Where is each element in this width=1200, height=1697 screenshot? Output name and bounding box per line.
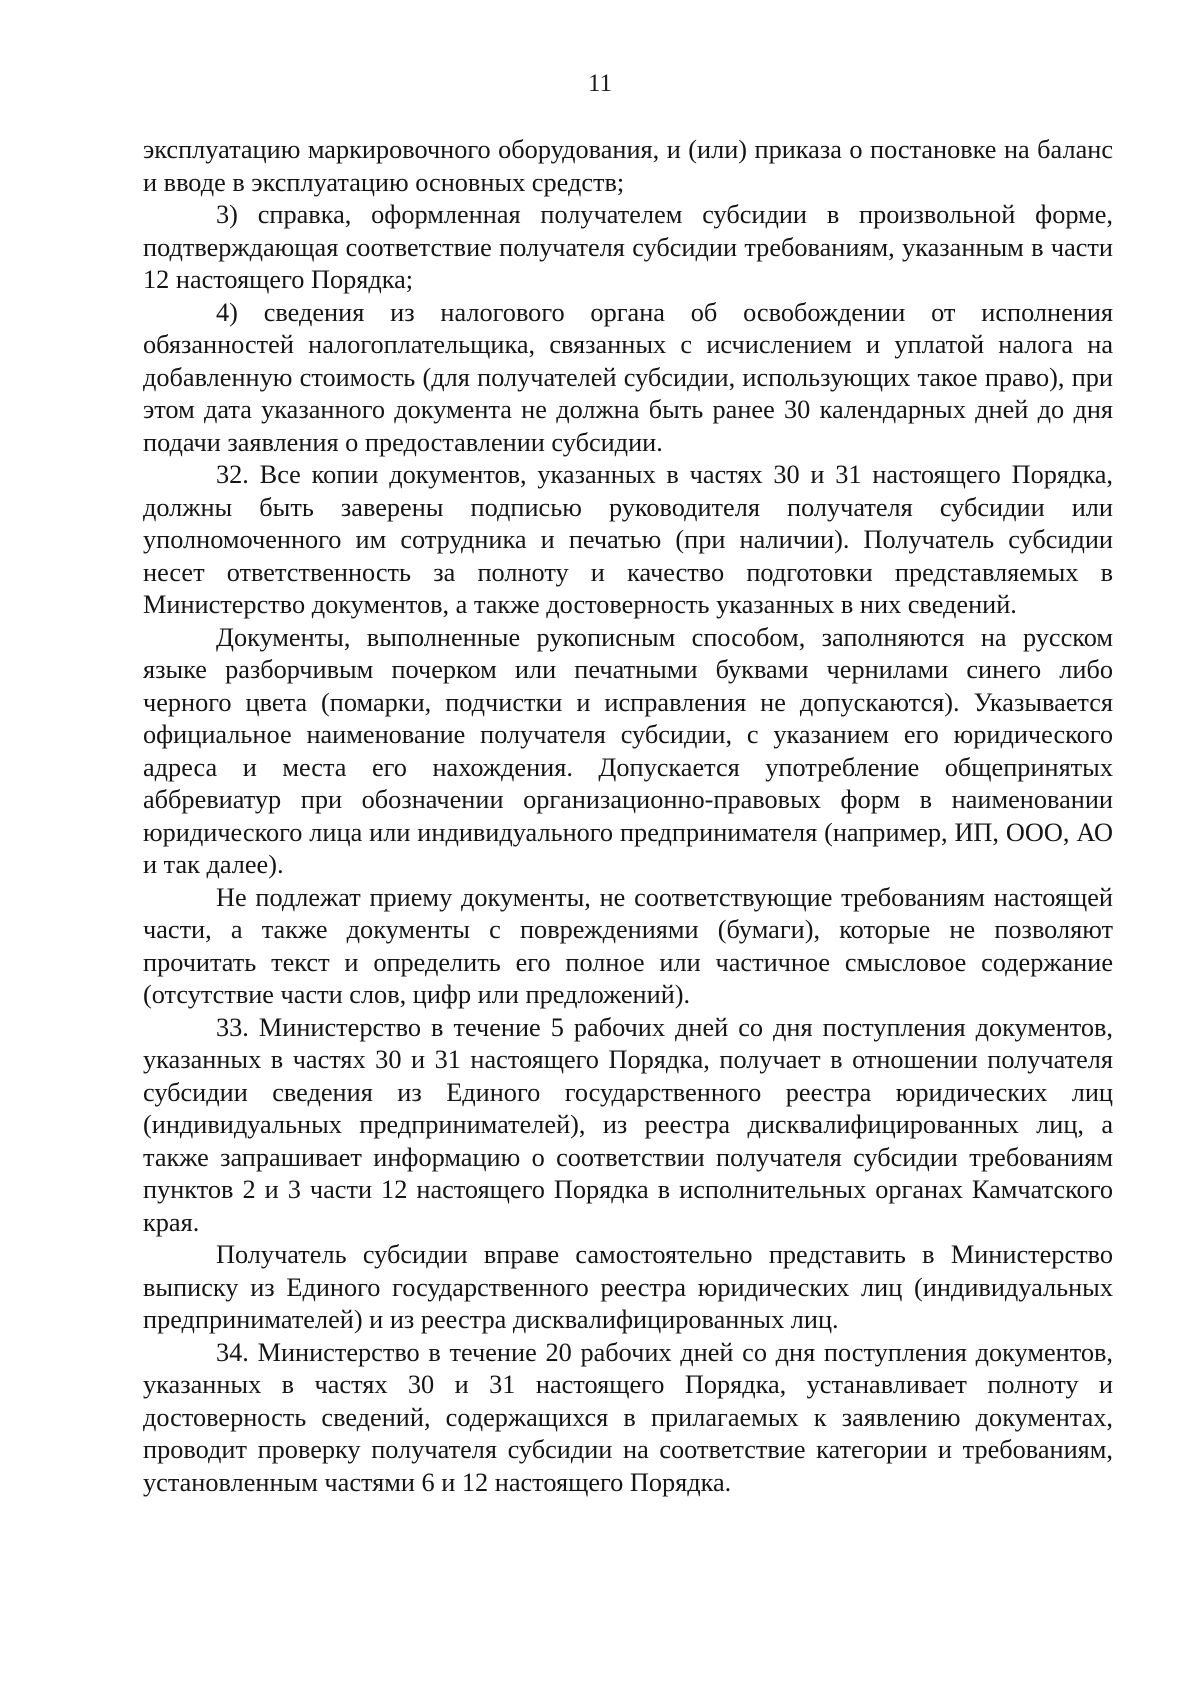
page-number: 11	[587, 70, 613, 97]
paragraph-item-3: 3) справка, оформленная получателем субсидии в произвольной форме, подтверждающая соответствие получателя субсидии требованиям, указанным в части 12 настоящего Порядка;	[143, 200, 1113, 294]
paragraph-continuation: эксплуатацию маркировочного оборудования, и (или) приказа о постановке на баланс и вводе в эксплуатацию основных средств;	[143, 135, 1113, 197]
paragraph-handwritten-documents: Документы, выполненные рукописным способом, заполняются на русском языке разборчивым почерком или печатными буквами чернилами синего либо черного цвета (помарки, подчистки и исправления не допускаются). Указывается официальное наименование получателя субсидии, с указанием его юридического адреса и места его нахождения. Допускается употребление общепринятых аббревиатур при обозначении организационно-правовых форм в наименовании юридического лица или индивидуального предпринимателя (например, ИП, ООО, АО и так далее).	[143, 622, 1113, 879]
document-body	[143, 134, 1113, 1499]
paragraph-section-34: 34. Министерство в течение 20 рабочих дней со дня поступления документов, указанных в частях 30 и 31 настоящего Порядка, устанавливает полноту и достоверность сведений, содержащихся в прилагаемых к заявлению документах, проводит проверку получателя субсидии на соответствие категории и требованиям, установленным частями 6 и 12 настоящего Порядка.	[143, 1337, 1113, 1497]
paragraph-section-32: 32. Все копии документов, указанных в частях 30 и 31 настоящего Порядка, должны быть заверены подписью руководителя получателя субсидии или уполномоченного им сотрудника и печатью (при наличии). Получатель субсидии несет ответственность за полноту и качество подготовки представляемых в Министерство документов, а также достоверность указанных в них сведений.	[143, 460, 1113, 619]
paragraph-recipient-right: Получатель субсидии вправе самостоятельно представить в Министерство выписку из Единого государственного реестра юридических лиц (индивидуальных предпринимателей) и из реестра дисквалифицированных лиц.	[143, 1240, 1113, 1334]
paragraph-item-4: 4) сведения из налогового органа об освобождении от исполнения обязанностей налогоплательщика, связанных с исчислением и уплатой налога на добавленную стоимость (для получателей субсидии, использующих такое право), при этом дата указанного документа не должна быть ранее 30 календарных дней до дня подачи заявления о предоставлении субсидии.	[143, 297, 1113, 457]
paragraph-not-accepted: Не подлежат приему документы, не соответствующие требованиям настоящей части, а также документы с повреждениями (бумаги), которые не позволяют прочитать текст и определить его полное или частичное смысловое содержание (отсутствие части слов, цифр или предложений).	[143, 882, 1113, 1009]
paragraph-section-33: 33. Министерство в течение 5 рабочих дней со дня поступления документов, указанных в частях 30 и 31 настоящего Порядка, получает в отношении получателя субсидии сведения из Единого государственного реестра юридических лиц (индивидуальных предпринимателей), из реестра дисквалифицированных лиц, а также запрашивает информацию о соответствии получателя субсидии требованиям пунктов 2 и 3 части 12 настоящего Порядка в исполнительных органах Камчатского края.	[143, 1012, 1113, 1237]
